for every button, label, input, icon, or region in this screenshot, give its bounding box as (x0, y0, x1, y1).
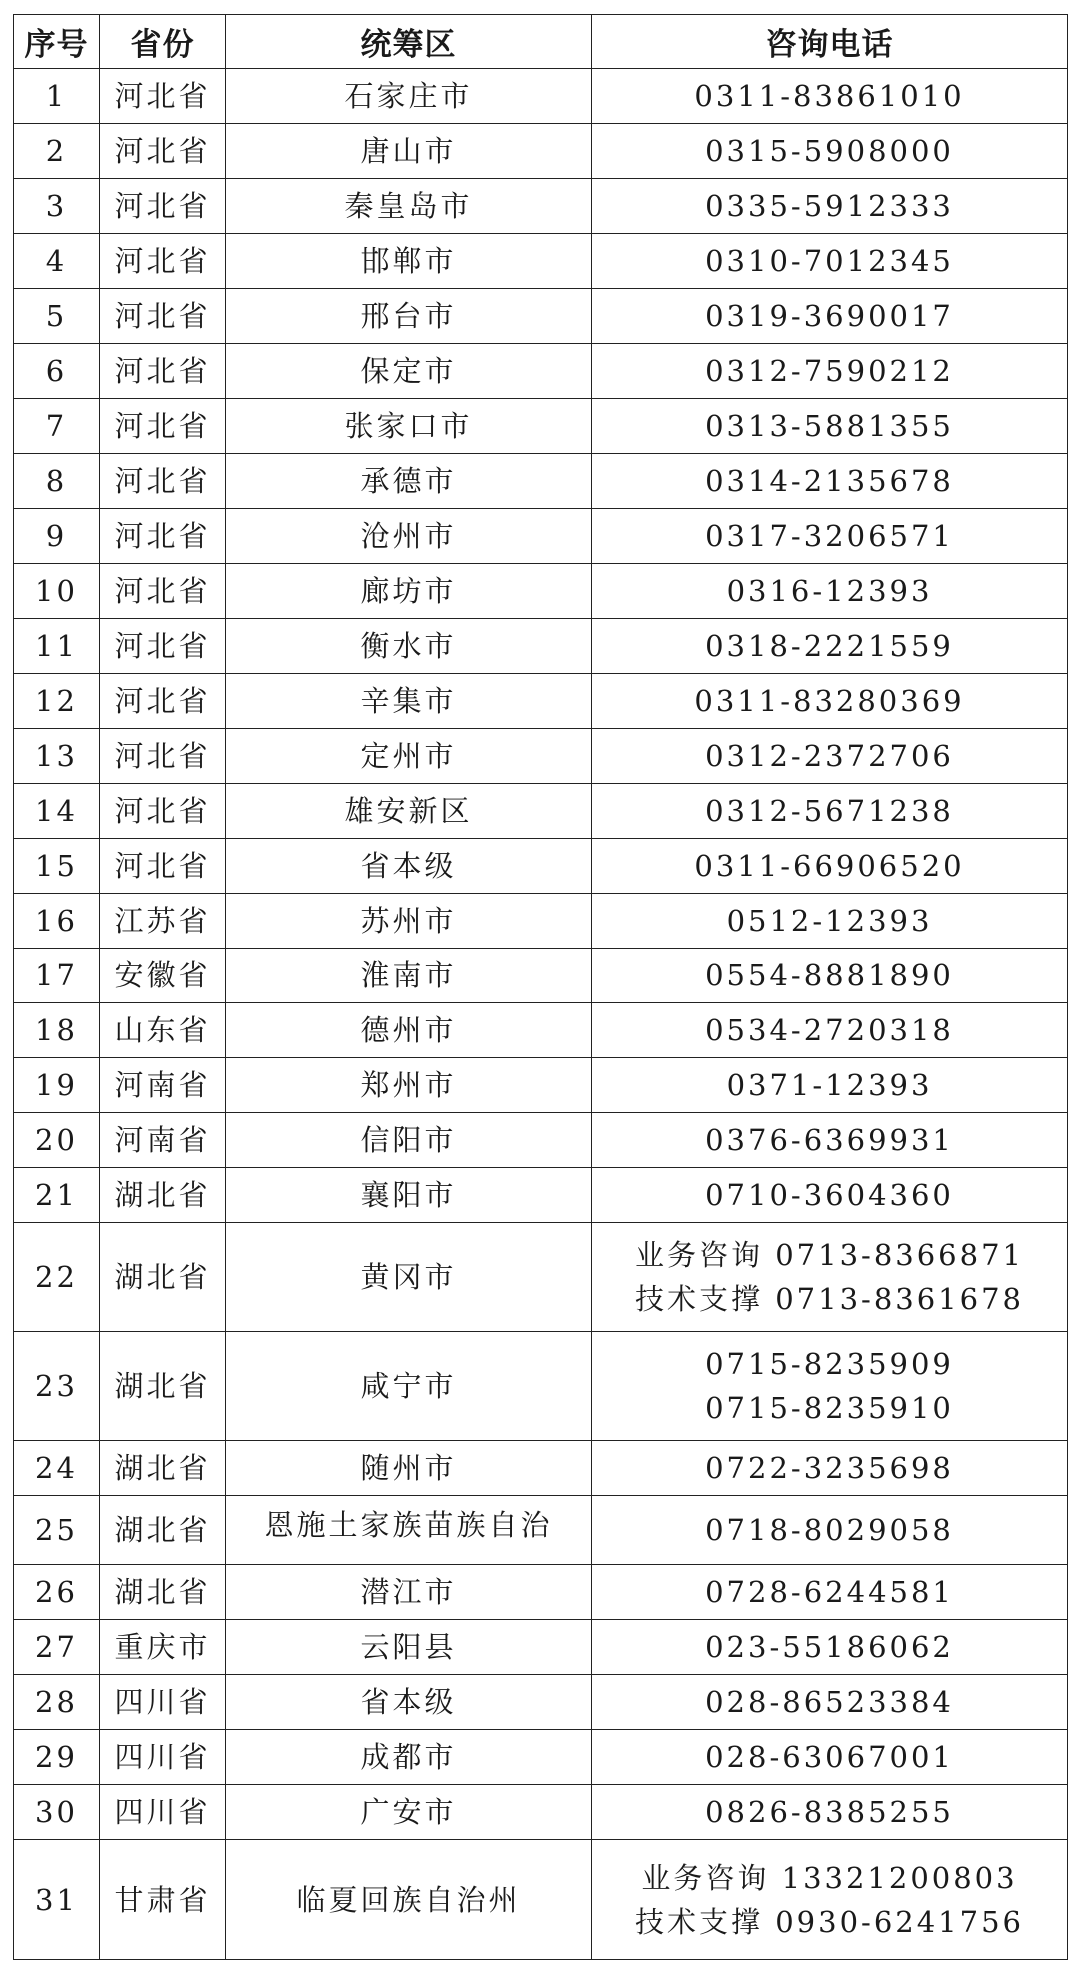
row-province: 河北省 (100, 673, 226, 728)
row-province: 四川省 (100, 1785, 226, 1840)
row-region: 随州市 (226, 1440, 592, 1495)
row-region: 秦皇岛市 (226, 178, 592, 233)
row-province: 河北省 (100, 563, 226, 618)
row-phone (592, 288, 1068, 343)
row-number: 31 (14, 1840, 100, 1960)
row-region: 定州市 (226, 728, 592, 783)
row-region: 苏州市 (226, 893, 592, 948)
phone-number: 0554-8881890 (705, 958, 954, 993)
row-phone (592, 893, 1068, 948)
row-phone (592, 1058, 1068, 1113)
row-phone (592, 1840, 1068, 1960)
table-row (14, 1440, 1068, 1495)
table-row (14, 838, 1068, 893)
row-province: 河北省 (100, 233, 226, 288)
header-no: 序号 (14, 15, 100, 69)
table-row (14, 69, 1068, 124)
row-province: 河北省 (100, 783, 226, 838)
row-province: 四川省 (100, 1730, 226, 1785)
row-region: 广安市 (226, 1785, 592, 1840)
phone-number: 业务咨询 13321200803 (641, 1860, 1018, 1895)
phone-number: 技术支撑 0930-6241756 (635, 1904, 1024, 1939)
table-row (14, 728, 1068, 783)
phone-number: 0826-8385255 (705, 1795, 954, 1830)
row-phone (592, 838, 1068, 893)
table-row (14, 453, 1068, 508)
row-phone (592, 1565, 1068, 1620)
phone-number: 0317-3206571 (705, 518, 954, 553)
row-region: 潜江市 (226, 1565, 592, 1620)
row-region: 成都市 (226, 1730, 592, 1785)
row-province: 河北省 (100, 178, 226, 233)
phone-number: 0315-5908000 (705, 133, 954, 168)
row-region: 廊坊市 (226, 563, 592, 618)
row-province: 山东省 (100, 1003, 226, 1058)
row-phone (592, 343, 1068, 398)
table-row (14, 1003, 1068, 1058)
row-region: 云阳县 (226, 1620, 592, 1675)
table-row (14, 563, 1068, 618)
row-phone (592, 1440, 1068, 1495)
row-number: 1 (14, 69, 100, 124)
row-province: 安徽省 (100, 948, 226, 1003)
row-number: 25 (14, 1495, 100, 1565)
table-header-row (14, 15, 1068, 69)
row-region: 邢台市 (226, 288, 592, 343)
table-row (14, 288, 1068, 343)
row-region: 雄安新区 (226, 783, 592, 838)
row-phone (592, 1675, 1068, 1730)
row-phone (592, 1332, 1068, 1441)
table-body (14, 69, 1068, 1960)
row-region: 省本级 (226, 1675, 592, 1730)
phone-number: 0534-2720318 (705, 1013, 954, 1048)
table-row (14, 893, 1068, 948)
row-number: 10 (14, 563, 100, 618)
phone-number: 0313-5881355 (705, 408, 954, 443)
row-phone (592, 783, 1068, 838)
table-row (14, 398, 1068, 453)
row-region: 郑州市 (226, 1058, 592, 1113)
row-region: 保定市 (226, 343, 592, 398)
document-page (13, 14, 1067, 1960)
row-province: 河北省 (100, 398, 226, 453)
phone-number: 0312-7590212 (705, 353, 954, 388)
table-row (14, 1058, 1068, 1113)
table-row (14, 233, 1068, 288)
row-region: 临夏回族自治州 (226, 1840, 592, 1960)
phone-number: 技术支撑 0713-8361678 (635, 1282, 1024, 1317)
row-number: 14 (14, 783, 100, 838)
phone-number: 0311-83861010 (694, 78, 965, 113)
row-phone (592, 948, 1068, 1003)
row-number: 12 (14, 673, 100, 728)
phone-number: 0312-2372706 (705, 738, 954, 773)
row-region: 张家口市 (226, 398, 592, 453)
row-region: 承德市 (226, 453, 592, 508)
row-phone (592, 123, 1068, 178)
row-province: 河北省 (100, 728, 226, 783)
row-number: 17 (14, 948, 100, 1003)
row-number: 21 (14, 1168, 100, 1223)
row-province: 河北省 (100, 453, 226, 508)
header-region: 统筹区 (226, 15, 592, 69)
row-region: 省本级 (226, 838, 592, 893)
row-number: 11 (14, 618, 100, 673)
phone-number: 0319-3690017 (705, 298, 954, 333)
row-phone (592, 1168, 1068, 1223)
phone-number: 0371-12393 (726, 1068, 933, 1103)
row-province: 湖北省 (100, 1332, 226, 1441)
phone-number: 028-63067001 (705, 1740, 954, 1775)
table-row (14, 1785, 1068, 1840)
row-province: 河北省 (100, 618, 226, 673)
table-row (14, 948, 1068, 1003)
phone-number: 0312-5671238 (705, 793, 954, 828)
row-province: 湖北省 (100, 1223, 226, 1332)
row-region: 唐山市 (226, 123, 592, 178)
row-number: 24 (14, 1440, 100, 1495)
row-region: 咸宁市 (226, 1332, 592, 1441)
row-phone (592, 1003, 1068, 1058)
row-number: 22 (14, 1223, 100, 1332)
row-number: 19 (14, 1058, 100, 1113)
row-region: 德州市 (226, 1003, 592, 1058)
row-number: 30 (14, 1785, 100, 1840)
row-phone (592, 453, 1068, 508)
row-number: 29 (14, 1730, 100, 1785)
row-province: 河南省 (100, 1058, 226, 1113)
row-phone (592, 1495, 1068, 1565)
phone-number: 0718-8029058 (705, 1513, 954, 1548)
row-region: 信阳市 (226, 1113, 592, 1168)
header-province: 省份 (100, 15, 226, 69)
row-region: 沧州市 (226, 508, 592, 563)
table-row (14, 508, 1068, 563)
row-number: 16 (14, 893, 100, 948)
row-number: 20 (14, 1113, 100, 1168)
consultation-phone-table (13, 14, 1068, 1960)
table-row (14, 1565, 1068, 1620)
row-province: 河北省 (100, 343, 226, 398)
row-number: 2 (14, 123, 100, 178)
phone-number: 0728-6244581 (705, 1575, 954, 1610)
table-row (14, 1675, 1068, 1730)
row-phone (592, 673, 1068, 728)
row-number: 23 (14, 1332, 100, 1441)
row-region: 淮南市 (226, 948, 592, 1003)
phone-number: 0715-8235910 (705, 1390, 954, 1425)
table-row (14, 1332, 1068, 1441)
row-phone (592, 1620, 1068, 1675)
table-row (14, 1620, 1068, 1675)
row-number: 13 (14, 728, 100, 783)
row-province: 湖北省 (100, 1495, 226, 1565)
row-region: 邯郸市 (226, 233, 592, 288)
row-province: 河北省 (100, 123, 226, 178)
row-number: 3 (14, 178, 100, 233)
phone-number: 0318-2221559 (705, 628, 954, 663)
row-phone (592, 178, 1068, 233)
phone-number: 0311-83280369 (694, 683, 965, 718)
phone-number: 业务咨询 0713-8366871 (635, 1238, 1024, 1273)
phone-number: 0512-12393 (726, 903, 933, 938)
row-region (226, 1495, 592, 1565)
row-number: 15 (14, 838, 100, 893)
row-province: 河北省 (100, 288, 226, 343)
row-region-text: 恩施土家族苗族自治 (264, 1508, 553, 1543)
row-phone (592, 1113, 1068, 1168)
row-province: 重庆市 (100, 1620, 226, 1675)
row-number: 8 (14, 453, 100, 508)
row-number: 9 (14, 508, 100, 563)
table-row (14, 123, 1068, 178)
row-province: 湖北省 (100, 1565, 226, 1620)
table-row (14, 1168, 1068, 1223)
phone-number: 0310-7012345 (705, 243, 954, 278)
row-province: 甘肃省 (100, 1840, 226, 1960)
header-phone: 咨询电话 (592, 15, 1068, 69)
row-region: 石家庄市 (226, 69, 592, 124)
table-row (14, 1495, 1068, 1565)
row-province: 湖北省 (100, 1168, 226, 1223)
table-row (14, 1113, 1068, 1168)
row-region: 衡水市 (226, 618, 592, 673)
row-province: 四川省 (100, 1675, 226, 1730)
row-phone (592, 233, 1068, 288)
table-row (14, 673, 1068, 728)
row-phone (592, 1785, 1068, 1840)
row-phone (592, 1730, 1068, 1785)
table-row (14, 178, 1068, 233)
phone-number: 0715-8235909 (705, 1346, 954, 1381)
phone-number: 0311-66906520 (694, 848, 965, 883)
phone-number: 028-86523384 (705, 1685, 954, 1720)
phone-number: 023-55186062 (705, 1630, 954, 1665)
row-province: 江苏省 (100, 893, 226, 948)
row-region: 襄阳市 (226, 1168, 592, 1223)
row-number: 27 (14, 1620, 100, 1675)
phone-number: 0376-6369931 (705, 1123, 954, 1158)
table-row (14, 1223, 1068, 1332)
row-province: 河北省 (100, 69, 226, 124)
phone-number: 0314-2135678 (705, 463, 954, 498)
table-row (14, 1730, 1068, 1785)
row-number: 6 (14, 343, 100, 398)
phone-number: 0710-3604360 (705, 1178, 954, 1213)
row-phone (592, 398, 1068, 453)
row-phone (592, 728, 1068, 783)
table-row (14, 1840, 1068, 1960)
row-region: 黄冈市 (226, 1223, 592, 1332)
row-number: 7 (14, 398, 100, 453)
row-number: 18 (14, 1003, 100, 1058)
row-number: 4 (14, 233, 100, 288)
row-number: 28 (14, 1675, 100, 1730)
row-phone (592, 563, 1068, 618)
row-number: 26 (14, 1565, 100, 1620)
phone-number: 0316-12393 (726, 573, 933, 608)
row-phone (592, 69, 1068, 124)
row-phone (592, 1223, 1068, 1332)
row-province: 湖北省 (100, 1440, 226, 1495)
row-region: 辛集市 (226, 673, 592, 728)
row-number: 5 (14, 288, 100, 343)
row-province: 河北省 (100, 508, 226, 563)
row-phone (592, 618, 1068, 673)
table-row (14, 343, 1068, 398)
table-row (14, 783, 1068, 838)
phone-number: 0335-5912333 (705, 188, 954, 223)
phone-number: 0722-3235698 (705, 1450, 954, 1485)
row-province: 河北省 (100, 838, 226, 893)
row-province: 河南省 (100, 1113, 226, 1168)
row-phone (592, 508, 1068, 563)
table-row (14, 618, 1068, 673)
